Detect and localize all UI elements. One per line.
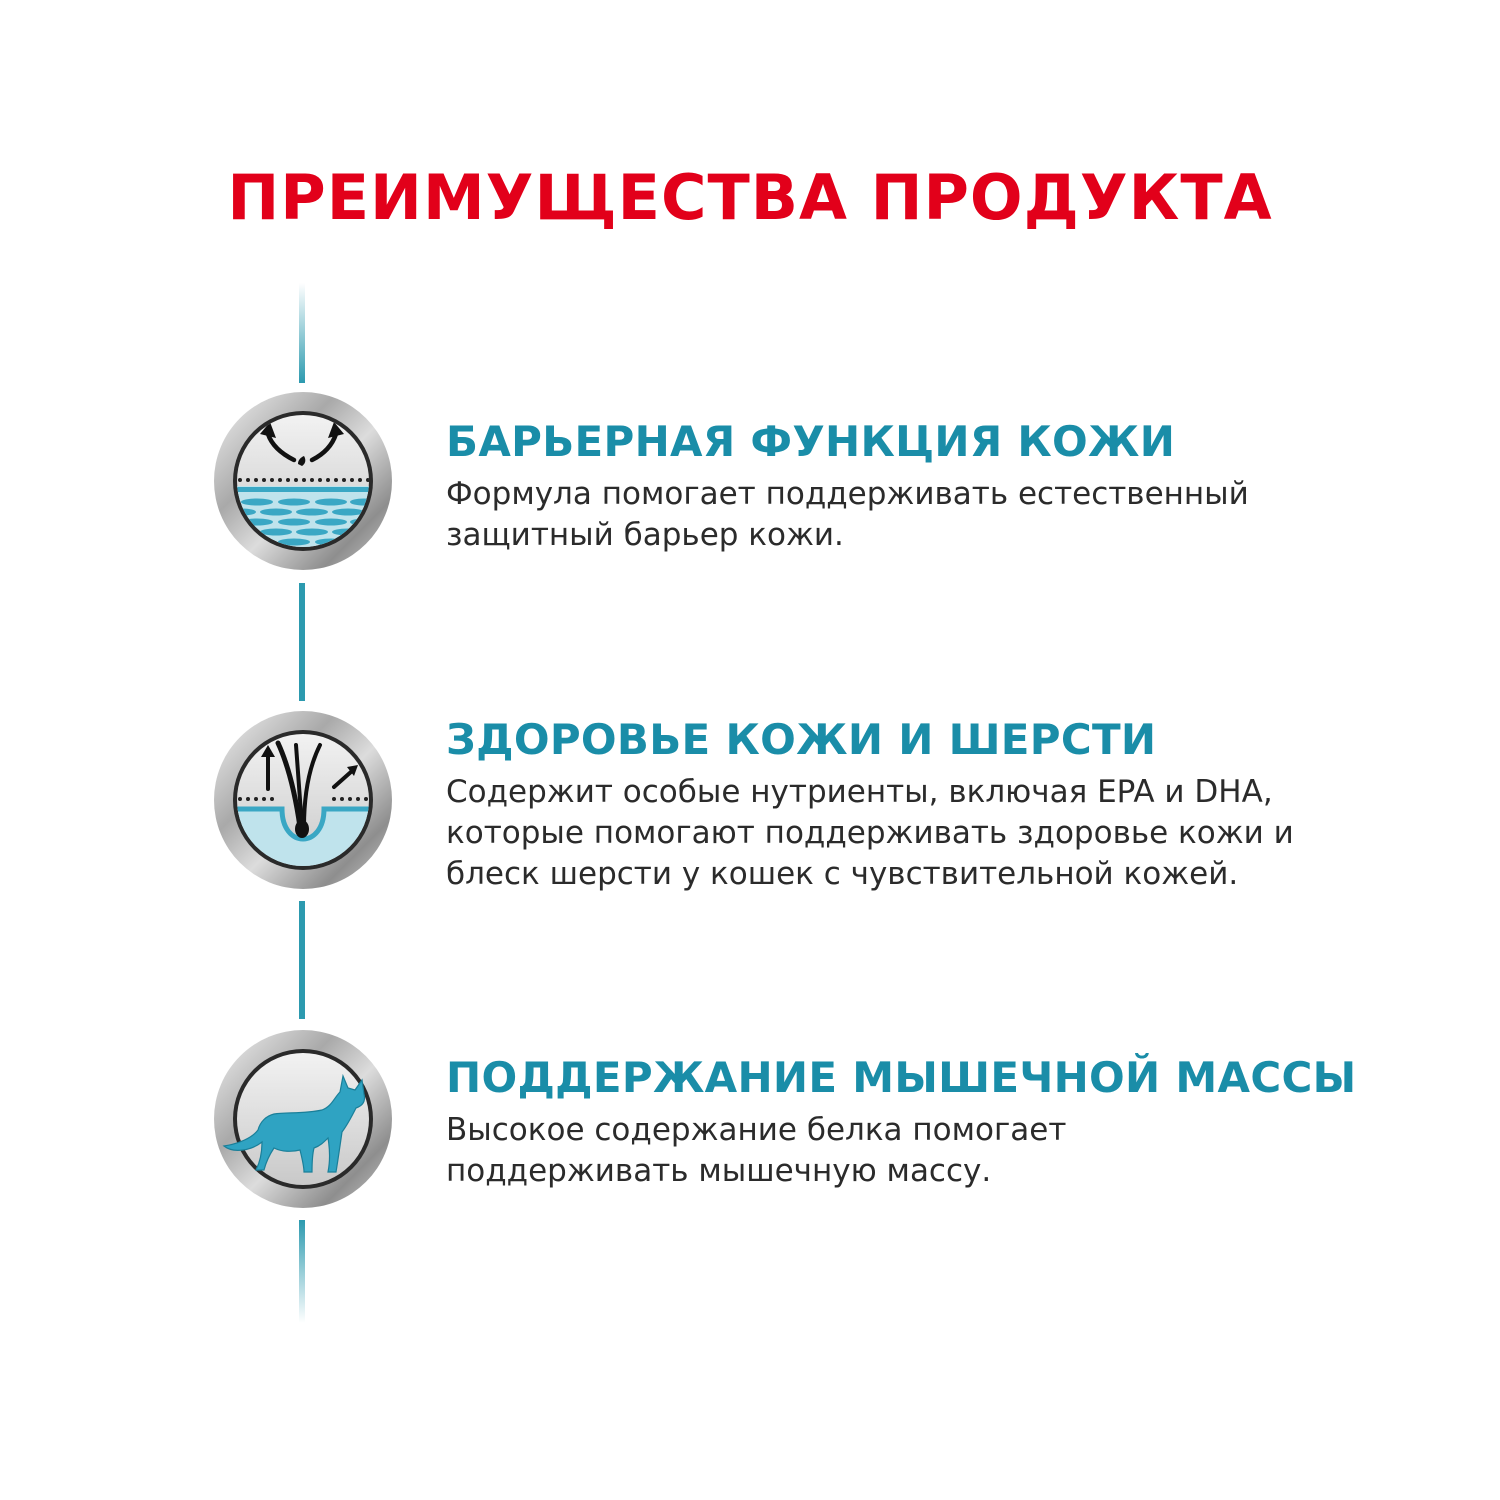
benefit-item bbox=[446, 1048, 1456, 1192]
timeline-line bbox=[299, 283, 305, 383]
benefit-description bbox=[446, 474, 1456, 556]
timeline-line bbox=[299, 901, 305, 1019]
skin-barrier-icon bbox=[212, 390, 394, 572]
description-line: блеск шерсти у кошек с чувствительной кожей. bbox=[446, 856, 1239, 892]
benefit-title: ПОДДЕРЖАНИЕ МЫШЕЧНОЙ МАССЫ bbox=[446, 1053, 1357, 1102]
benefit-item bbox=[446, 412, 1456, 556]
benefit-title: ЗДОРОВЬЕ КОЖИ И ШЕРСТИ bbox=[446, 715, 1157, 764]
benefit-title: БАРЬЕРНАЯ ФУНКЦИЯ КОЖИ bbox=[446, 417, 1176, 466]
description-line: которые помогают поддерживать здоровье кожи и bbox=[446, 815, 1294, 851]
description-line: Высокое содержание белка помогает bbox=[446, 1112, 1067, 1148]
description-line: Содержит особые нутриенты, включая EPA и DHA, bbox=[446, 774, 1273, 810]
benefit-description bbox=[446, 772, 1456, 895]
timeline-line bbox=[299, 1220, 305, 1323]
cat-silhouette-icon bbox=[212, 1028, 394, 1210]
timeline-line bbox=[299, 583, 305, 701]
description-line: защитный барьер кожи. bbox=[446, 517, 844, 553]
page-title: ПРЕИМУЩЕСТВА ПРОДУКТА bbox=[227, 161, 1273, 234]
description-line: Формула помогает поддерживать естественный bbox=[446, 476, 1249, 512]
benefit-item bbox=[446, 710, 1456, 895]
hair-follicle-icon bbox=[212, 709, 394, 891]
benefit-description bbox=[446, 1110, 1456, 1192]
description-line: поддерживать мышечную массу. bbox=[446, 1153, 992, 1189]
